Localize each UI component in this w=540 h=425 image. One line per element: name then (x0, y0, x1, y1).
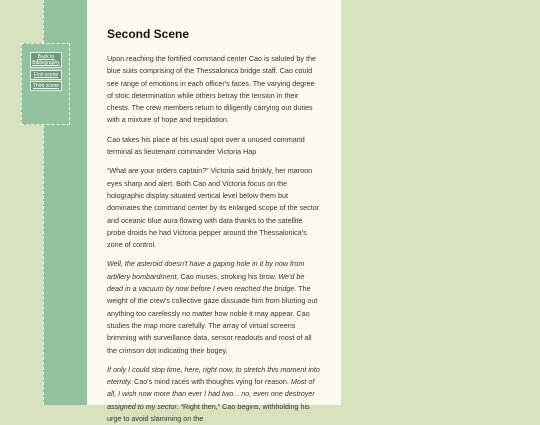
back-to-bibliography-link[interactable]: Back to Bibliography (30, 52, 62, 68)
right-background (341, 0, 540, 405)
first-scene-link[interactable]: First scene (30, 70, 62, 80)
paragraph-4-italic-b: We'd be dead in a vacuum by now before I even reached the bridge. (107, 271, 305, 294)
scene-navigation (21, 43, 70, 125)
paragraph-5-text-b: “Right then,” Cao begins, withholding his urge to avoid slamming on the (107, 401, 310, 424)
paragraph-5-text-a: Cao's mind races with thoughts vying for reason. (132, 377, 291, 387)
page-title: Second Scene (107, 27, 190, 41)
paragraph-4-text-a: Cao muses, stroking his brow. (178, 271, 279, 281)
paragraph-4-text-b: The weight of the crew's collective gaze dissuade him from blurting out anything too carelessly no matter how noble it may appear. Cao studies the map more carefully. The array of virtual screens brimming with surveillance data, sensor readouts and most of all the crimson dot indicating their bogey. (107, 284, 318, 355)
paragraph-4-italic-a: Well, the asteroid doesn't have a gaping hole in it by now from artillery bombardment, (107, 259, 305, 281)
third-scene-link[interactable]: Third scene (30, 81, 62, 91)
paragraph-1: Upon reaching the fortified command center Cao is saluted by the blue suits comprising of the Thessalonica bridge staff. Cao could see range of emotions in each officer's faces. The varying degree of stoic determination while others betray the tension in their chests. The crew members return to diligently carrying out duties with a mixture of hope and trepidation. (107, 54, 316, 125)
paragraph-2: Cao takes his place at his usual spot over a unused command terminal as lieutenant commander Victoria Hap (107, 134, 305, 157)
paragraph-3: “What are your orders captain?” Victoria said briskly, her maroon eyes sharp and alert. Both Cao and Victoria focus on the holographic display situated vertical level below them but dominates the command center by its enlarged scope of the sector and oceanic blue aura flowing with data thanks to the satellite probe droids he had Victoria pepper around the Thessalonica's zone of control. (107, 166, 320, 250)
paragraph-4 (107, 258, 321, 356)
story-content (87, 0, 341, 424)
paragraph-5 (107, 364, 321, 425)
paragraph-5-italic-b: Most of all, I wish now more than ever I had two... no, even one destroyer assigned to my sector. (107, 377, 315, 411)
paragraph-5-italic-a: If only I could stop time, here, right now, to stretch this moment into eternity. (107, 364, 320, 387)
